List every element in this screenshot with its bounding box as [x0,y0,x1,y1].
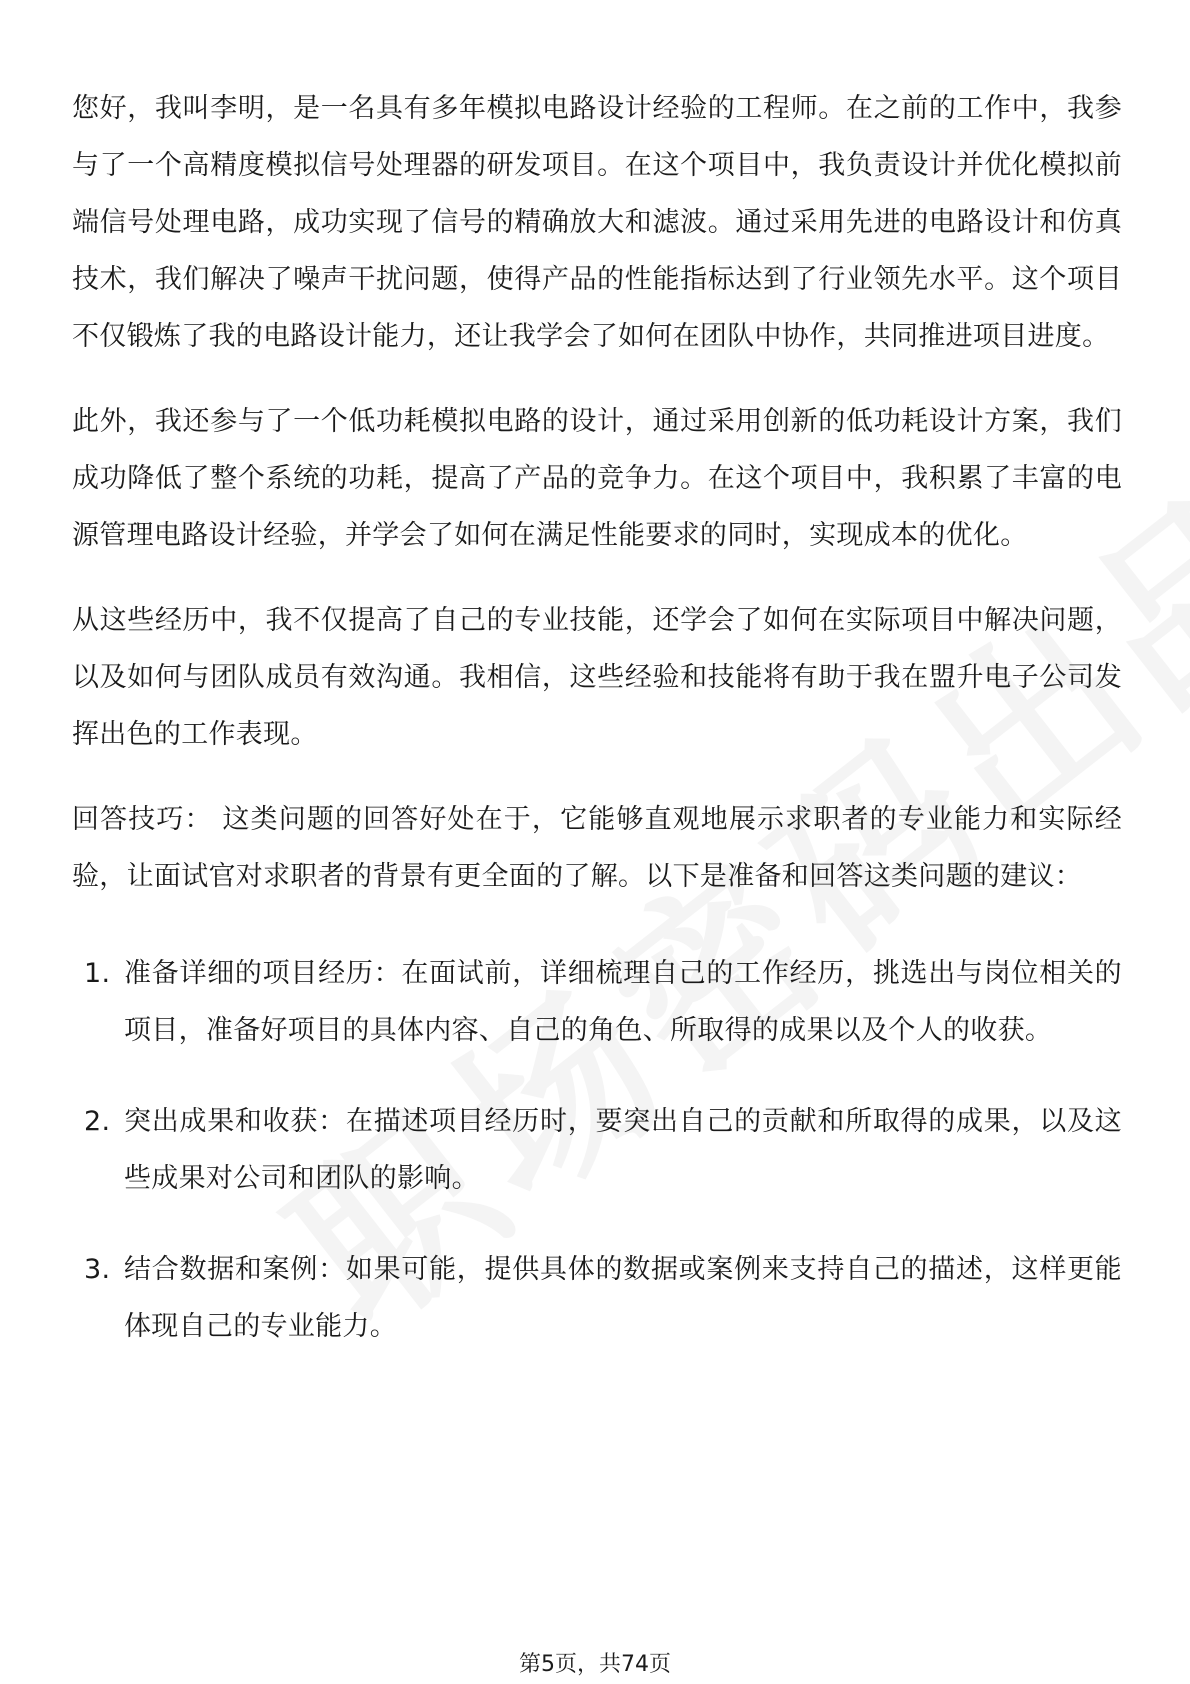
list-item-number: 3. [84,1254,111,1285]
list-item [72,1093,1122,1207]
tips-list [72,945,1122,1355]
list-item-number: 2. [84,1106,111,1137]
main-content [72,80,1122,1389]
paragraph-low-power: 此外，我还参与了一个低功耗模拟电路的设计，通过采用创新的低功耗设计方案，我们成功降低了整个系统的功耗，提高了产品的竞争力。在这个项目中，我积累了丰富的电源管理电路设计经验，并学会了如何在满足性能要求的同时，实现成本的优化。 [72,406,1122,551]
paragraph-summary: 从这些经历中，我不仅提高了自己的专业技能，还学会了如何在实际项目中解决问题，以及如何与团队成员有效沟通。我相信，这些经验和技能将有助于我在盟升电子公司发挥出色的工作表现。 [72,605,1122,750]
paragraph-intro: 您好，我叫李明，是一名具有多年模拟电路设计经验的工程师。在之前的工作中，我参与了一个高精度模拟信号处理器的研发项目。在这个项目中，我负责设计并优化模拟前端信号处理电路，成功实现了信号的精确放大和滤波。通过采用先进的电路设计和仿真技术，我们解决了噪声干扰问题，使得产品的性能指标达到了行业领先水平。这个项目不仅锻炼了我的电路设计能力，还让我学会了如何在团队中协作，共同推进项目进度。 [72,93,1122,352]
list-item-text: 准备详细的项目经历：在面试前，详细梳理自己的工作经历，挑选出与岗位相关的项目，准备好项目的具体内容、自己的角色、所取得的成果以及个人的收获。 [124,958,1122,1046]
list-item-text: 突出成果和收获：在描述项目经历时，要突出自己的贡献和所取得的成果，以及这些成果对公司和团队的影响。 [124,1106,1122,1194]
paragraph-tips: 回答技巧： 这类问题的回答好处在于，它能够直观地展示求职者的专业能力和实际经验，让面试官对求职者的背景有更全面的了解。以下是准备和回答这类问题的建议： [72,804,1122,892]
list-item [72,1241,1122,1355]
page-footer: 第5页，共74页 [519,1652,671,1677]
list-item [72,945,1122,1059]
list-item-number: 1. [84,958,111,989]
list-item-text: 结合数据和案例：如果可能，提供具体的数据或案例来支持自己的描述，这样更能体现自己的专业能力。 [124,1254,1122,1342]
